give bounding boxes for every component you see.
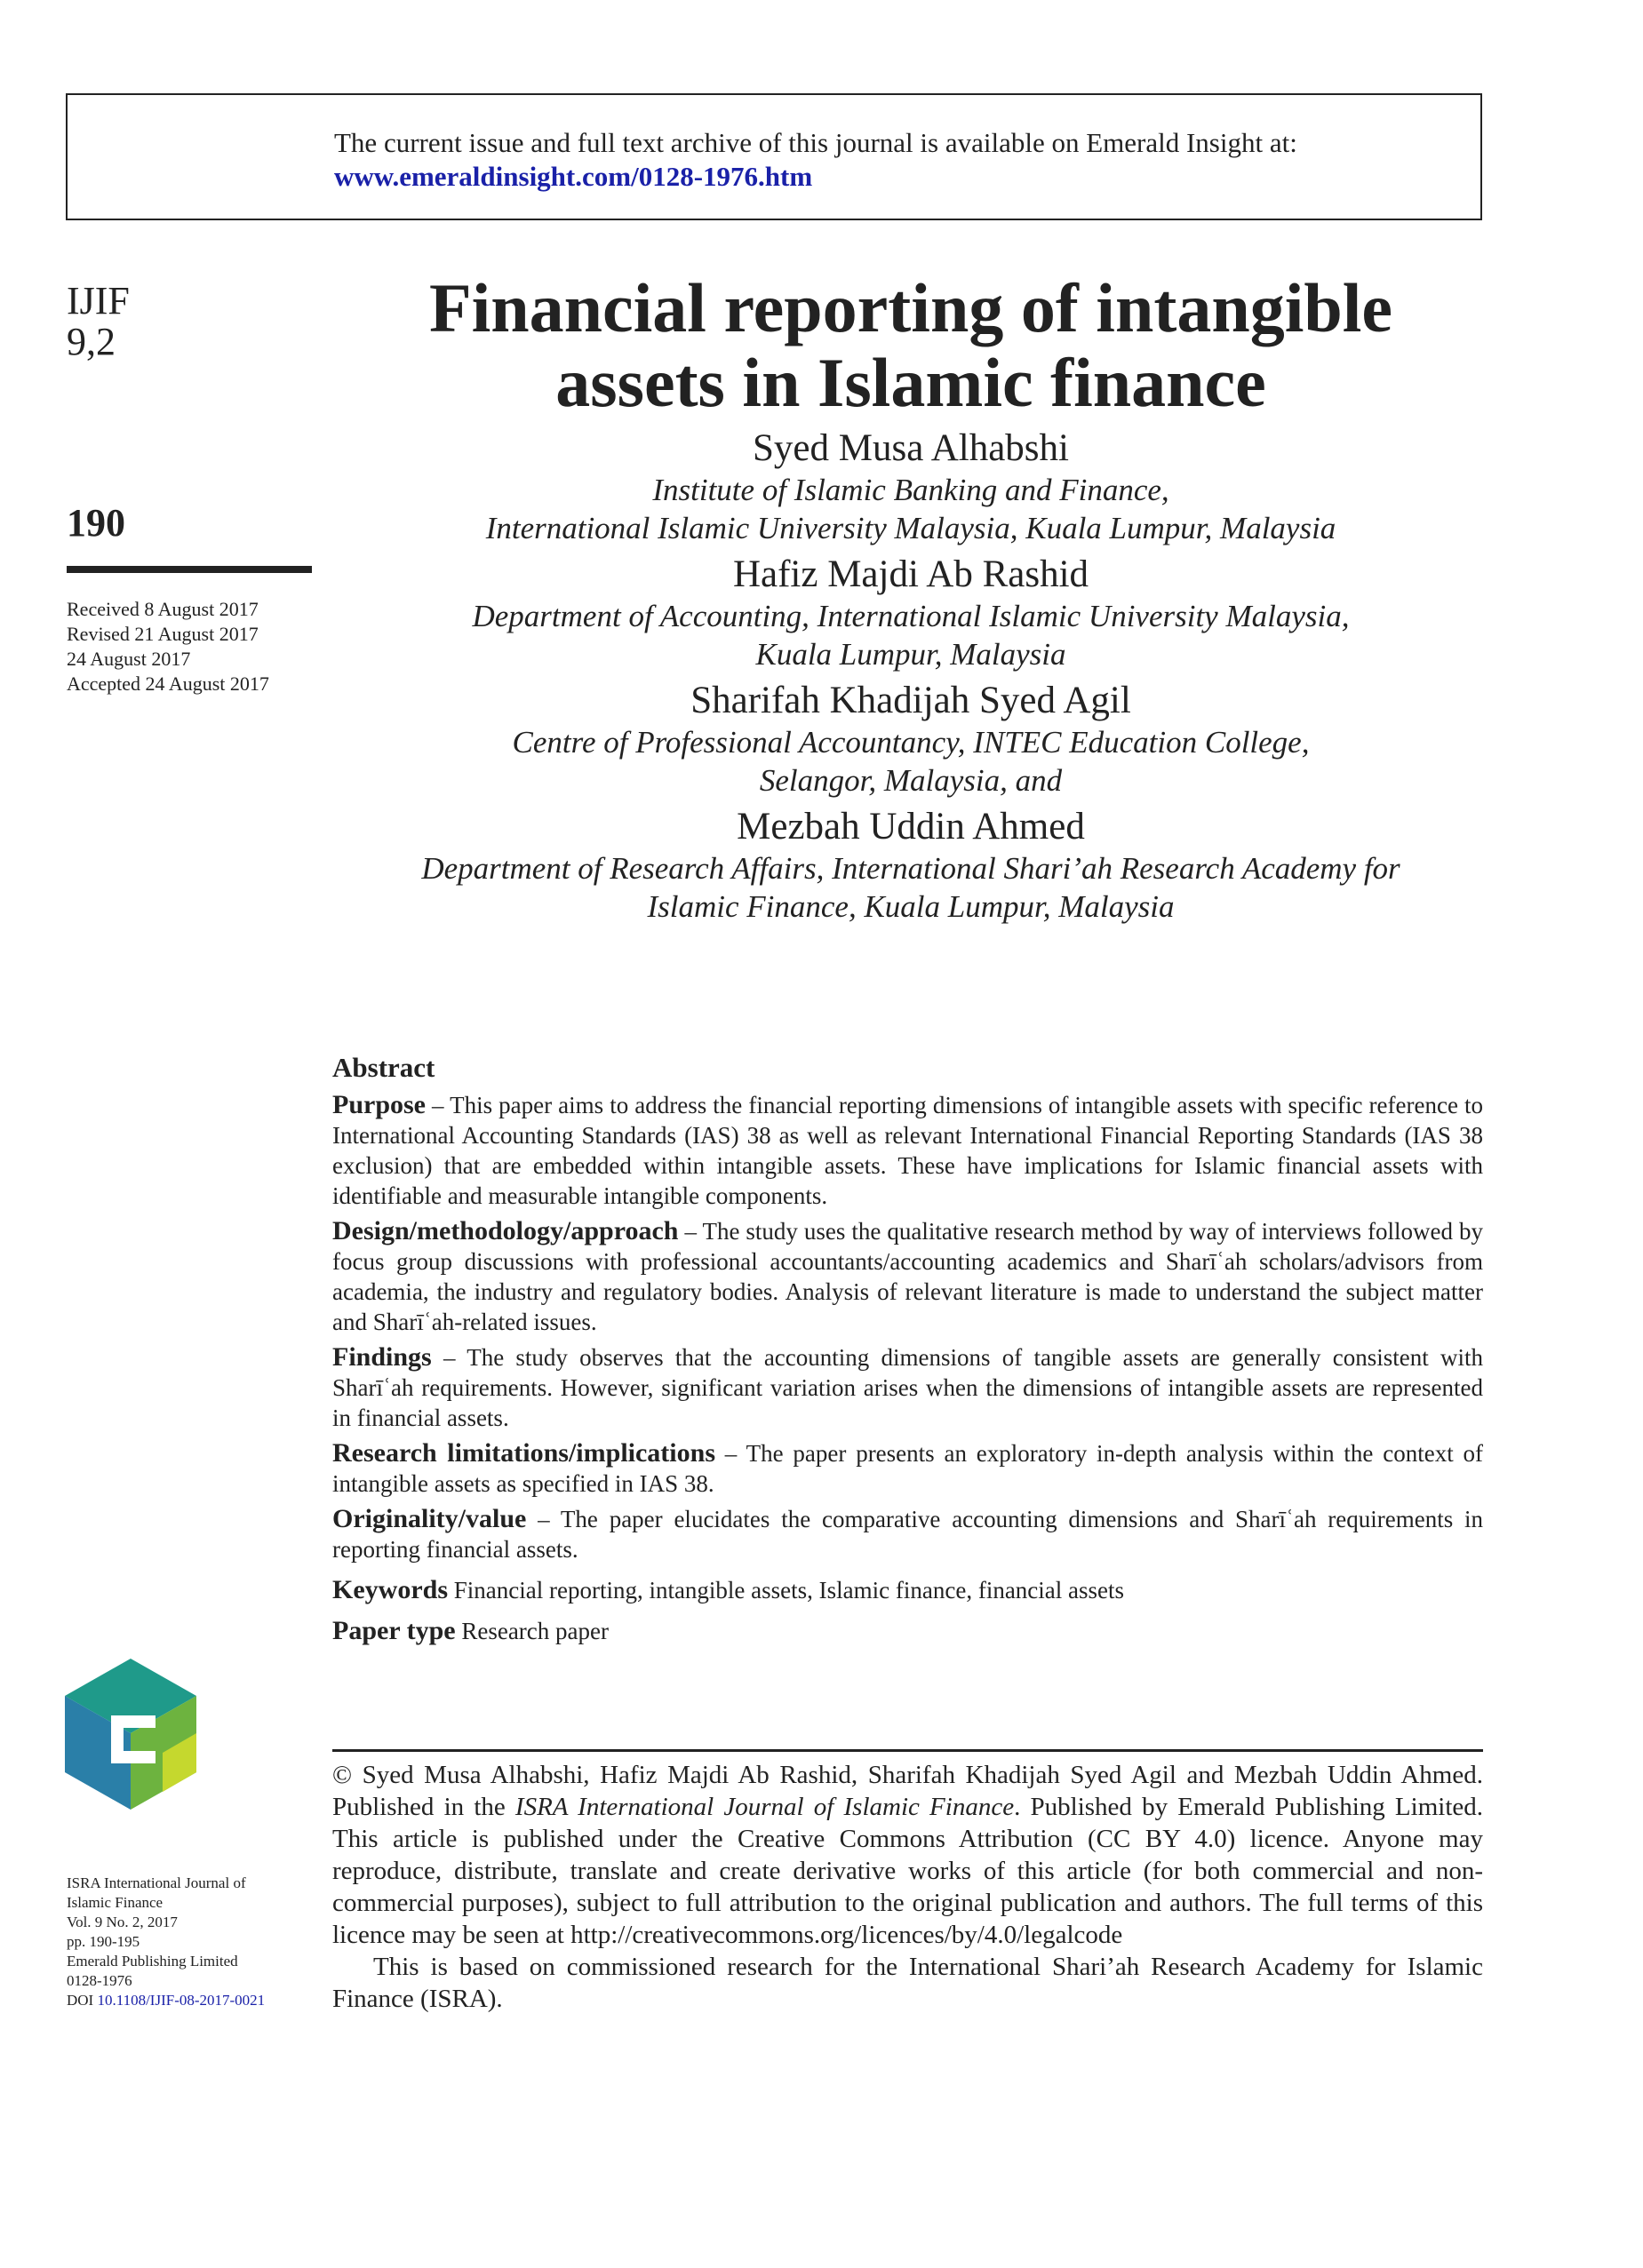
author-affiliation: Kuala Lumpur, Malaysia [755, 637, 1066, 672]
author-name: Sharifah Khadijah Syed Agil [690, 680, 1131, 721]
author-affiliation: Selangor, Malaysia, and [759, 763, 1063, 798]
received-dates [67, 597, 269, 696]
journal-availability-box [66, 93, 1482, 220]
abstract-heading: Abstract [332, 1052, 435, 1083]
limitations-text: – The paper presents an exploratory in-depth analysis within the context of intangible assets as specified in IAS 38. [332, 1440, 1483, 1497]
citation-line: Islamic Finance [67, 1894, 164, 1911]
copyright-text-a: © Syed Musa Alhabshi, Hafiz Majdi Ab Rashid, Sharifah Khadijah Syed Agil and Mezbah Uddin Ahmed. Published in the [332, 1761, 1483, 1821]
purpose-label: Purpose [332, 1090, 426, 1119]
design-text: – The study uses the qualitative research method by way of interviews followed by focus group discussions with professional accountants/accounting academics and Sharīʿah scholars/advisors from academia, the industry and regulatory bodies. Analysis of relevant literature is made to understand the subject matter and Sharīʿah-related issues. [332, 1218, 1483, 1335]
author-affiliation: Department of Accounting, International Islamic University Malaysia, [472, 599, 1350, 633]
abstract-purpose [332, 1090, 1483, 1211]
keywords [332, 1575, 1483, 1605]
journal-citation [67, 1874, 265, 2010]
availability-text: The current issue and full text archive of this journal is available on Emerald Insight at: [334, 127, 1297, 158]
author-name: Mezbah Uddin Ahmed [737, 806, 1085, 848]
title-line-1: Financial reporting of intangible [428, 269, 1393, 346]
originality-label: Originality/value [332, 1504, 527, 1533]
paper-type-label: Paper type [332, 1616, 456, 1645]
author-name: Hafiz Majdi Ab Rashid [732, 553, 1089, 595]
date-revised: Revised 21 August 2017 [67, 623, 259, 645]
keywords-text: Financial reporting, intangible assets, Islamic finance, financial assets [448, 1577, 1125, 1604]
paper-type-text: Research paper [455, 1618, 609, 1644]
author-affiliation: Islamic Finance, Kuala Lumpur, Malaysia [647, 889, 1175, 924]
paper-title [338, 271, 1484, 420]
originality-text: – The paper elucidates the comparative accounting dimensions and Sharīʿah requirements in reporting financial assets. [332, 1506, 1483, 1563]
copyright-paragraph [332, 1759, 1483, 1951]
limitations-label: Research limitations/implications [332, 1438, 715, 1468]
paper-type [332, 1616, 1483, 1646]
doi-line [67, 1991, 265, 2010]
funding-note: This is based on commissioned research for the International Shari’ah Research Academy for Islamic Finance (ISRA). [332, 1953, 1483, 2013]
copyright-text-b: . Published by Emerald Publishing Limited. This article is published under the Creative Commons Attribution (CC BY 4.0) licence. Anyone may reproduce, distribute, translate and create derivative works of this article (for both commercial and non-commercial purposes), subject to full attribution to the original publication and authors. The full terms of this licence may be seen at http://creativecommons.org/licences/by/4.0/legalcode [332, 1793, 1483, 1949]
citation-line: 0128-1976 [67, 1972, 132, 1989]
findings-label: Findings [332, 1342, 432, 1372]
citation-line: Vol. 9 No. 2, 2017 [67, 1914, 178, 1930]
abstract-design [332, 1216, 1483, 1337]
volume-issue: 9,2 [67, 320, 116, 363]
citation-line: ISRA International Journal of [67, 1874, 246, 1891]
author-3 [338, 679, 1484, 800]
author-affiliation: Institute of Islamic Banking and Finance, [652, 473, 1169, 507]
abstract-limitations [332, 1438, 1483, 1499]
abstract-findings [332, 1342, 1483, 1433]
author-affiliation: Department of Research Affairs, International Shari’ah Research Academy for [421, 851, 1400, 886]
author-affiliation: Centre of Professional Accountancy, INTEC Education College, [512, 725, 1310, 760]
author-1 [338, 426, 1484, 547]
date-received: Received 8 August 2017 [67, 598, 259, 620]
purpose-text: – This paper aims to address the financial reporting dimensions of intangible assets with specific reference to International Accounting Standards (IAS) 38 as well as relevant International Financial Reporting Standards (IAS 38 exclusion) that are embedded within intangible assets. These have implications for Islamic financial assets with identifiable and measurable intangible components. [332, 1092, 1483, 1209]
date-revised-2: 24 August 2017 [67, 648, 191, 670]
emerald-logo-icon [65, 1659, 196, 1810]
copyright-notice [332, 1759, 1483, 2015]
author-2 [338, 553, 1484, 673]
citation-line: Emerald Publishing Limited [67, 1953, 238, 1970]
author-affiliation: International Islamic University Malaysia, Kuala Lumpur, Malaysia [485, 511, 1336, 545]
doi-link[interactable]: 10.1108/IJIF-08-2017-0021 [97, 1992, 266, 2009]
keywords-label: Keywords [332, 1575, 448, 1604]
abstract-section [332, 1053, 1483, 1651]
author-4 [338, 805, 1484, 926]
page-number: 190 [67, 501, 125, 545]
journal-abbrev: IJIF [67, 279, 130, 322]
authors-block [338, 426, 1484, 931]
copyright-divider [332, 1749, 1483, 1752]
title-line-2: assets in Islamic finance [555, 344, 1266, 421]
journal-url-link[interactable]: www.emeraldinsight.com/0128-1976.htm [334, 161, 813, 192]
citation-line: pp. 190-195 [67, 1933, 140, 1950]
doi-label: DOI [67, 1992, 94, 2009]
design-label: Design/methodology/approach [332, 1216, 679, 1245]
journal-name: ISRA International Journal of Islamic Finance [514, 1793, 1015, 1821]
abstract-originality [332, 1504, 1483, 1564]
date-accepted: Accepted 24 August 2017 [67, 672, 269, 695]
findings-text: – The study observes that the accounting dimensions of tangible assets are generally consistent with Sharīʿah requirements. However, significant variation arises when the dimensions of intangible assets are represented in financial assets. [332, 1344, 1483, 1431]
author-name: Syed Musa Alhabshi [753, 427, 1069, 469]
journal-code [67, 281, 130, 362]
page-number-rule [67, 566, 312, 573]
